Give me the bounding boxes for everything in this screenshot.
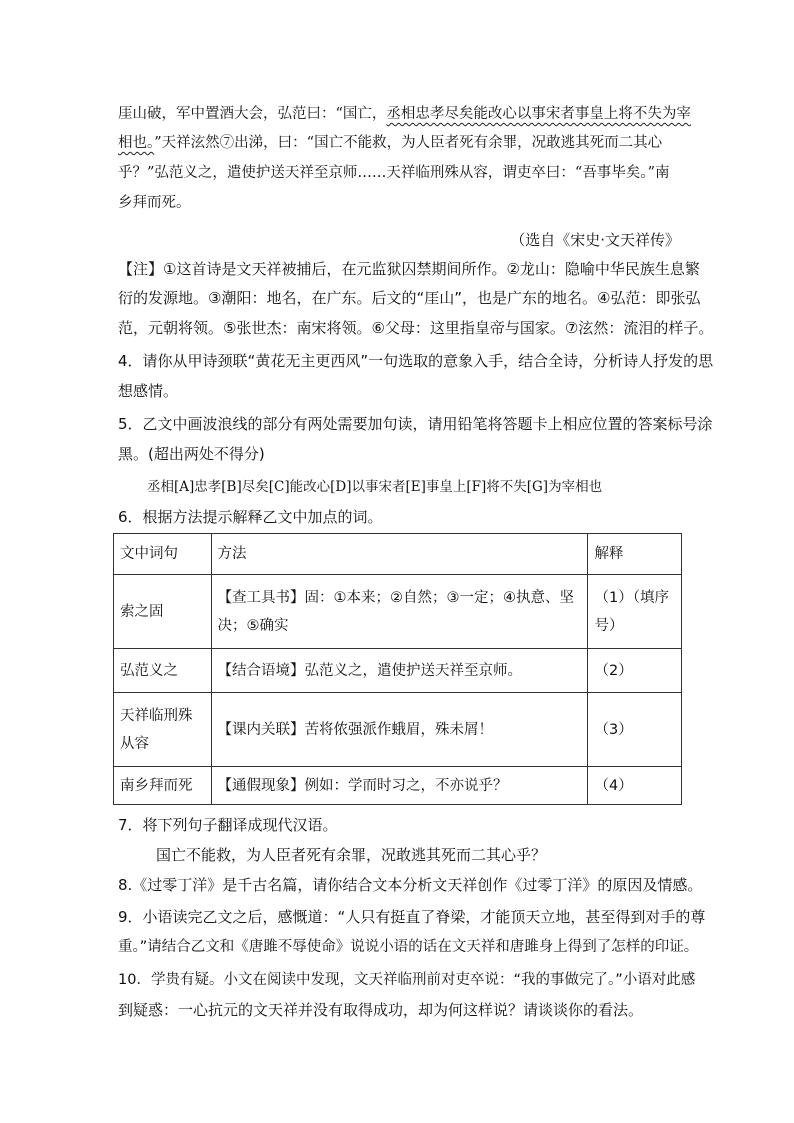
classical-text-line-2: [118, 133, 662, 153]
method-text: 决；⑤确实: [217, 617, 289, 634]
method-cell: [211, 575, 588, 649]
question-10-line-2: 到疑惑：一心抗元的文天祥并没有取得成功，却为何这样说？请谈谈你的看法。: [118, 1001, 644, 1019]
question-9-line-2: 重。”请结合乙文和《唐雎不辱使命》说说小语的话在文天祥和唐雎身上得到了怎样的印证。: [118, 939, 699, 955]
method-cell: 【通假现象】例如：学而时习之，不亦说乎？: [211, 767, 588, 805]
classical-text-line-1: [118, 104, 691, 124]
source-citation: （选自《宋史·文天祥传》: [510, 231, 680, 249]
wavy-underlined-text: 丞相忠孝尽矣能改心以事宋者事皇上将不失为宰: [386, 106, 691, 122]
method-table: [113, 533, 682, 805]
question-9-line-1: 9．小语读完乙文之后，感慨道：“人只有挺直了脊梁，才能顶天立地，甚至得到对手的尊: [118, 908, 706, 926]
question-10-line-1: 10．学贵有疑。小文在阅读中发现，文天祥临刑前对吏卒说：“我的事做完了。”小语对此感: [118, 972, 696, 988]
question-5-options: 丞相[A]忠孝[B]尽矣[C]能改心[D]以事宋者[E]事皇上[F]将不失[G]为宰相也: [147, 479, 603, 495]
method-cell: 【结合语境】弘范义之，遣使护送天祥至京师。: [211, 649, 588, 693]
answer-blank: 号）: [594, 617, 624, 634]
word-text: 天祥临刑殊: [120, 707, 193, 724]
notes-line-1: 【注】①这首诗是文天祥被捕后，在元监狱囚禁期间所作。②龙山：隐喻中华民族生息繁: [118, 260, 700, 278]
word-cell: 索之固: [114, 575, 212, 649]
classical-text-segment: ”天祥泫然⑦出涕，曰：“国亡不能救，为人臣者死有余罪，况敢逃其死而二其心: [154, 135, 663, 151]
answer-cell: （3）: [588, 693, 682, 767]
header-cell: 文中词句: [114, 534, 212, 575]
table-row: [114, 693, 682, 767]
table-row: [114, 767, 682, 805]
notes-line-2: 衍的发源地。③潮阳：地名，在广东。后文的“厓山”，也是广东的地名。④弘范：即张弘: [118, 289, 701, 307]
classical-text-segment: 厓山破，军中置酒大会，弘范曰：“国亡，: [118, 106, 387, 122]
answer-blank: （1）（填序: [594, 589, 669, 606]
method-text: 【查工具书】固：①本来；②自然；③一定；④执意、坚: [217, 589, 574, 606]
answer-cell: [588, 575, 682, 649]
wavy-underlined-text: 相也。: [118, 135, 155, 151]
word-text: 从容: [120, 735, 149, 752]
answer-cell: （2）: [588, 649, 682, 693]
notes-line-3: 范，元朝将领。⑤张世杰：南宋将领。⑥父母：这里指皇帝与国家。⑦泫然：流泪的样子。: [118, 319, 714, 337]
question-4-line-1: 4．请你从甲诗颈联“黄花无主更西风”一句选取的意象入手，结合全诗，分析诗人抒发的思: [118, 352, 714, 370]
question-5-line-2: 黑。(超出两处不得分): [118, 445, 265, 463]
word-cell: 南乡拜而死: [114, 767, 212, 805]
classical-text-line-3: 乎？”弘范义之，遣使护送天祥至京师……天祥临刑殊从容，谓吏卒曰：“吾事毕矣。”南: [118, 165, 670, 181]
word-cell: [114, 693, 212, 767]
table-row: [114, 575, 682, 649]
table-row: [114, 649, 682, 693]
question-8: 8.《过零丁洋》是千古名篇，请你结合文本分析文天祥创作《过零丁洋》的原因及情感。: [118, 876, 703, 894]
question-4-line-2: 想感情。: [118, 382, 179, 400]
header-cell: 方法: [211, 534, 588, 575]
word-cell: 弘范义之: [114, 649, 212, 693]
question-7-sentence: 国亡不能救，为人臣者死有余罪，况敢逃其死而二其心乎？: [156, 846, 547, 864]
table-header-row: [114, 534, 682, 575]
method-cell: 【课内关联】苦将侬强派作蛾眉，殊未屑！: [211, 693, 588, 767]
answer-cell: （4）: [588, 767, 682, 805]
question-7: 7．将下列句子翻译成现代汉语。: [118, 816, 338, 834]
header-cell: 解释: [588, 534, 682, 575]
question-6: 6．根据方法提示解释乙文中加点的词。: [118, 508, 383, 526]
classical-text-line-4: 乡拜而死。: [118, 195, 191, 211]
question-5-line-1: 5．乙文中画波浪线的部分有两处需要加句读，请用铅笔将答题卡上相应位置的答案标号涂: [118, 415, 713, 433]
